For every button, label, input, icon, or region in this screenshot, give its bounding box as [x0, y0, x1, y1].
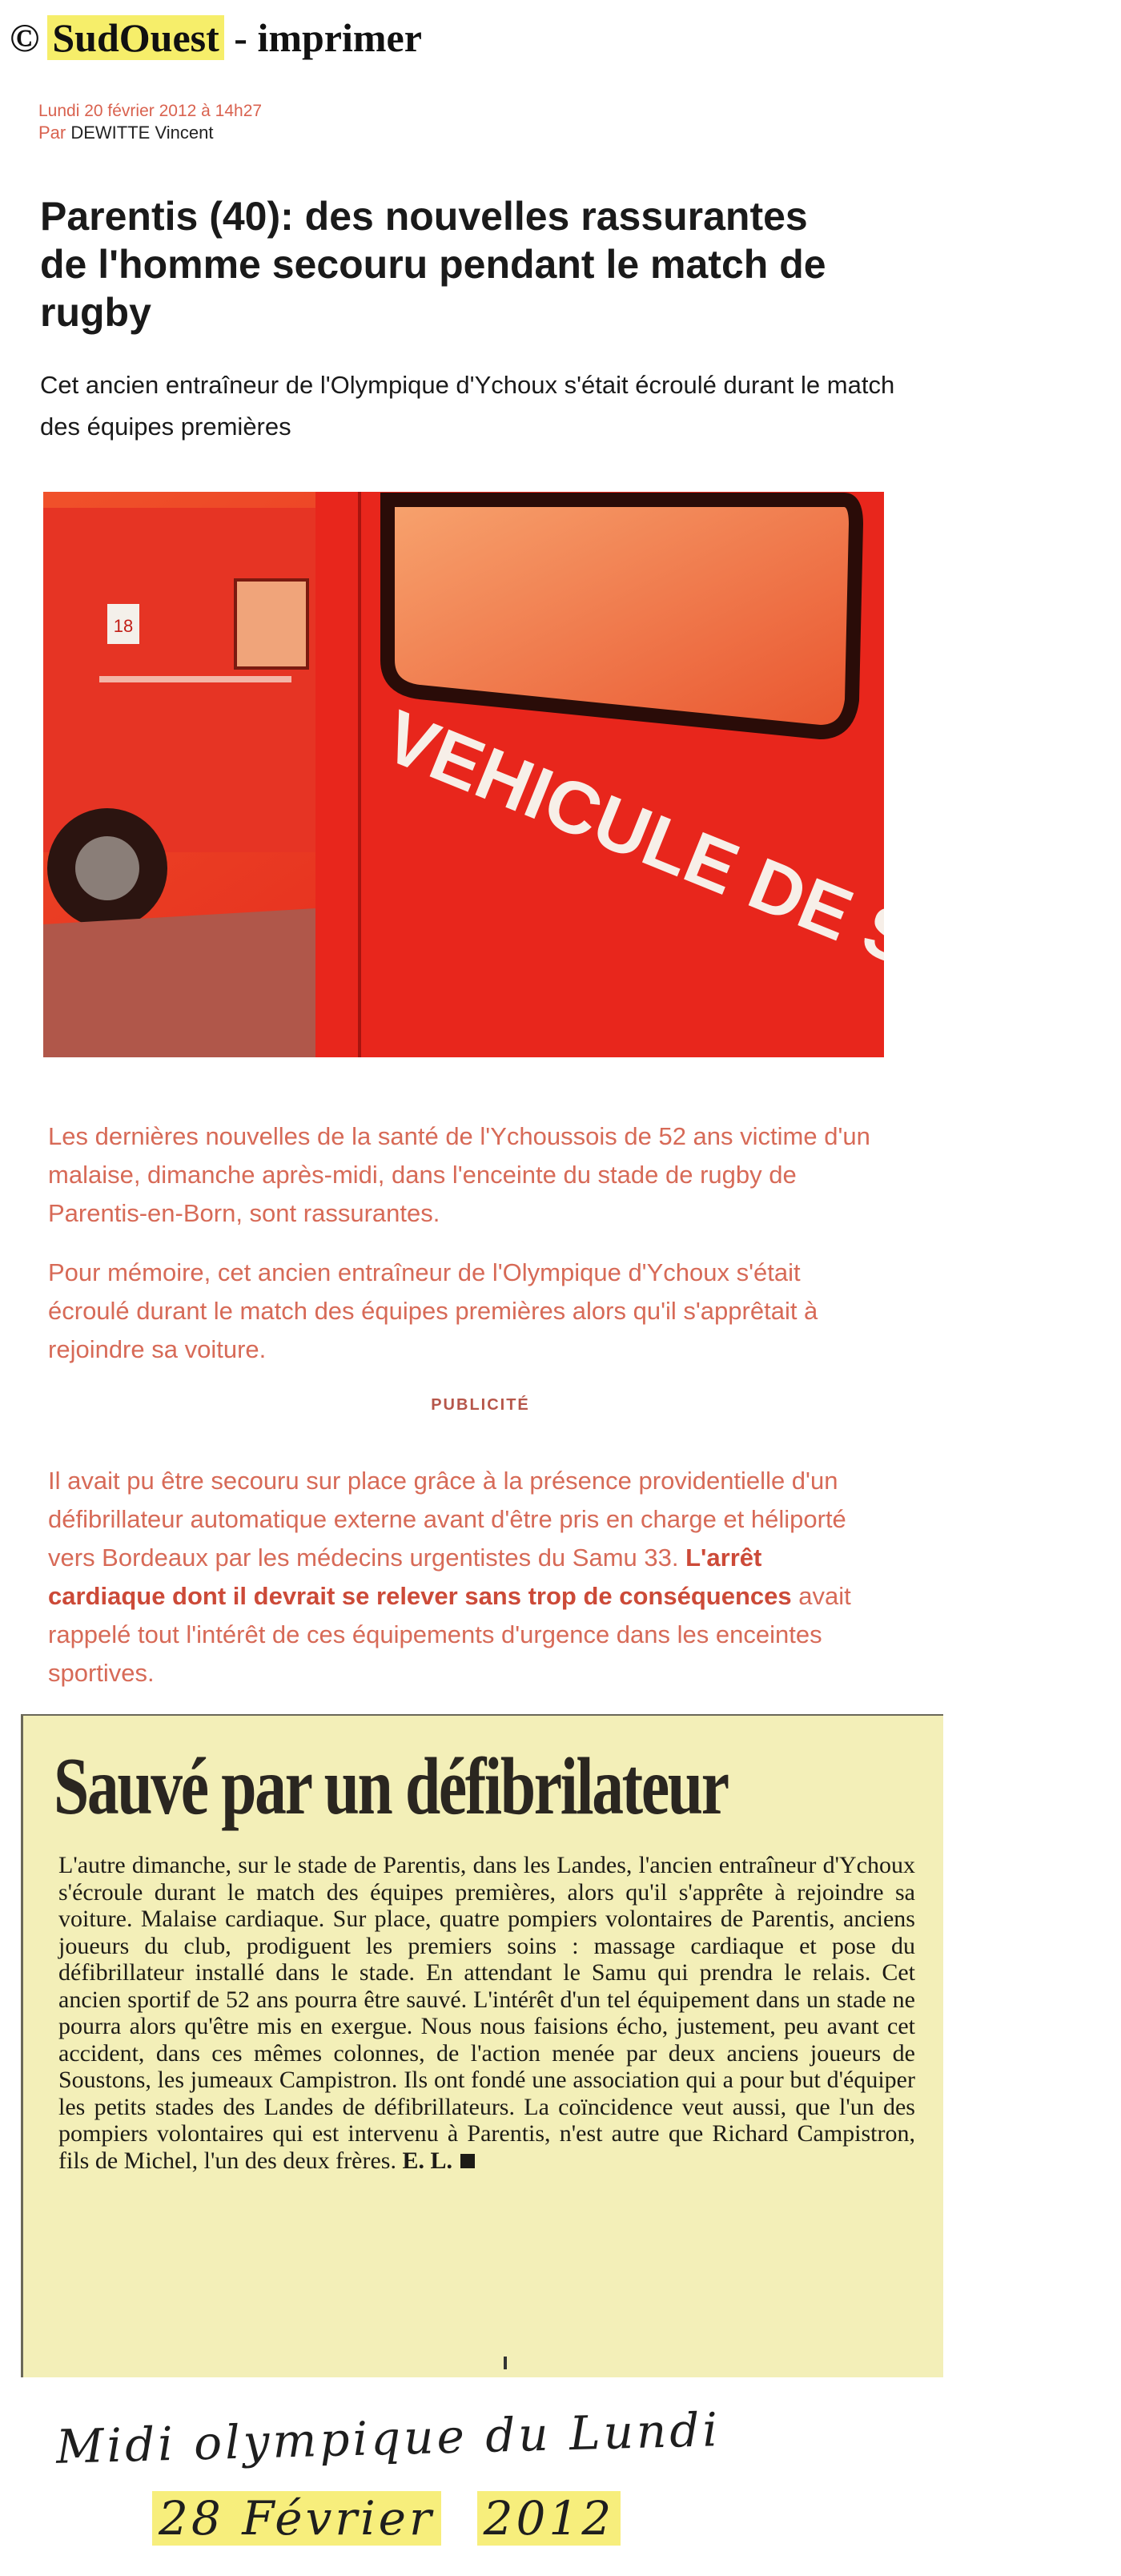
clipping-signature: E. L.	[402, 2147, 452, 2174]
paragraph-3-bold: L'arrêt cardiaque dont il devrait se relever sans trop de conséquences	[48, 1544, 792, 1610]
author-prefix: Par	[38, 123, 71, 143]
end-square-icon	[460, 2154, 475, 2168]
handwritten-date	[152, 2491, 621, 2546]
paragraph-3-end: avait rappelé tout l'intérêt de ces équipements d'urgence dans les enceintes sportives.	[48, 1582, 851, 1687]
newspaper-clipping	[21, 1714, 943, 2377]
rescue-vehicle-illustration	[43, 492, 884, 1057]
copyright-symbol: ©	[10, 15, 40, 60]
article-photo	[43, 492, 884, 1057]
article-lead: Cet ancien entraîneur de l'Olympique d'Ychoux s'était écroulé durant le match des équipes premières	[40, 371, 895, 441]
author-name: DEWITTE Vincent	[70, 123, 214, 143]
handwritten-day: 28 Février	[152, 2491, 441, 2546]
print-header	[10, 14, 422, 61]
article-date: Lundi 20 février 2012 à 14h27	[38, 102, 263, 120]
paragraph-3-start: Il avait pu être secouru sur place grâce à la présence providentielle d'un défibrillateur automatique externe avant d'être pris en charge et héliporté vers Bordeaux par les médecins urgentistes du Samu 33.	[48, 1467, 846, 1572]
article-byline	[38, 123, 213, 143]
badge-text: 18	[113, 616, 134, 636]
header-separator: -	[223, 15, 258, 60]
clipping-headline: Sauvé par un défibrilateur	[54, 1741, 728, 1832]
print-label: imprimer	[257, 15, 422, 60]
clipping-body	[58, 1852, 915, 2174]
clipping-text: L'autre dimanche, sur le stade de Parentis, dans les Landes, l'ancien entraîneur d'Ychoux s'écroule durant le match des équipes premières, alors qu'il s'apprête à rejoindre sa voiture. Malaise cardiaque. Sur place, quatre pompiers volontaires de Parentis, anciens joueurs du club, prodiguent les premiers soins : massage cardiaque et pose du défibrillateur installé dans le stade. En attendant le Samu qui prendra le relais. Cet ancien sportif de 52 ans pourra être sauvé. L'intérêt d'un tel équipement dans un stade ne pourra alors qu'être mis en exergue. Nous nous faisions écho, justement, peu avant cet accident, dans ces mêmes colonnes, de l'action menée par deux anciens joueurs de Soustons, les jumeaux Campistron. Ils ont fondé une association qui a pour but d'équiper les petits stades des Landes de défibrillateurs. La coïncidence veut aussi, que l'un des pompiers volontaires qui est intervenu à Parentis, n'est autre que Richard Campistron, fils de Michel, l'un des deux frères.	[58, 1852, 915, 2174]
article-paragraph-1: Les dernières nouvelles de la santé de l'Ychoussois de 52 ans victime d'un malaise, dimanche après-midi, dans l'enceinte du stade de rugby de Parentis-en-Born, sont rassurantes.	[48, 1122, 870, 1227]
article-paragraph-3	[48, 1462, 881, 1693]
brand-logo: SudOuest	[47, 15, 223, 60]
advertising-label: PUBLICITÉ	[431, 1396, 530, 1414]
handwritten-year: 2012	[477, 2491, 621, 2546]
handwritten-source: Midi olympique du Lundi	[55, 2402, 721, 2474]
article-paragraph-2: Pour mémoire, cet ancien entraîneur de l'Olympique d'Ychoux s'était écroulé durant le match des équipes premières alors qu'il s'apprêtait à rejoindre sa voiture.	[48, 1258, 818, 1363]
article-title: Parentis (40): des nouvelles rassurantes de l'homme secouru pendant le match de rugby	[40, 194, 826, 335]
clipping-mark	[504, 2357, 507, 2369]
